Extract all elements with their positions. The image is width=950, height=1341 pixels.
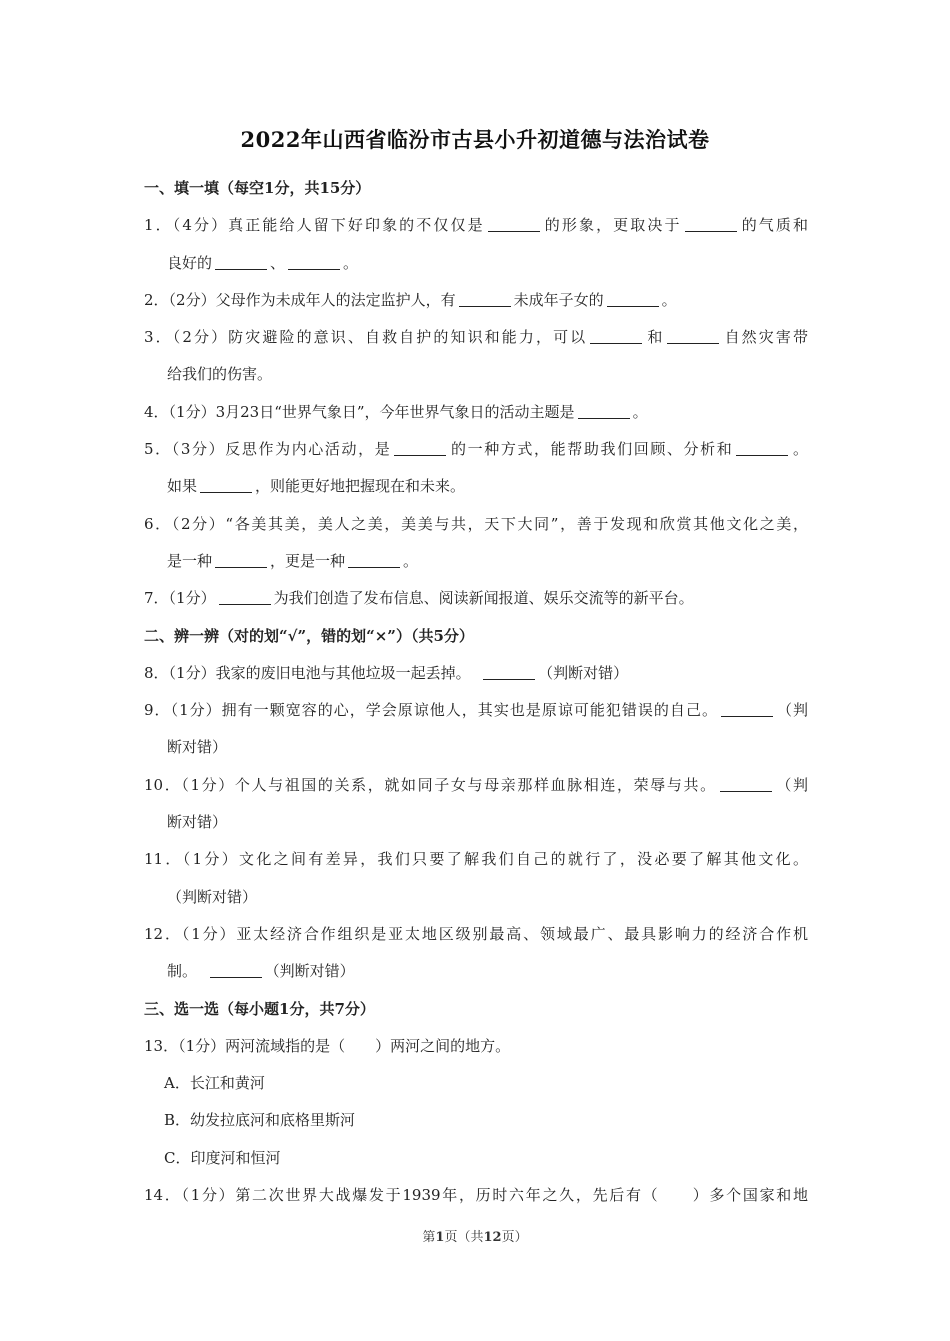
q6-text-a: 是一种 [167,551,213,570]
section-heading-fill-in: 一、填一填（每空1分，共15分） [144,179,371,197]
q4-text-b: 。 [632,402,648,421]
answer-blank[interactable] [720,776,772,792]
section-heading-multiple-choice: 三、选一选（每小题1分，共7分） [144,999,375,1018]
question-11-line-2: （判断对错） [167,887,258,906]
answer-blank[interactable] [215,254,267,270]
section-heading-true-false: 二、辨一辨（对的划“√”，错的划“×”）（共5分） [144,626,474,645]
answer-blank[interactable] [483,664,535,680]
q5-text-b: 的一种方式，能帮助我们回顾、分析和 [449,440,734,459]
answer-blank[interactable] [200,477,252,493]
exam-content [144,170,808,1214]
question-11-line-1: 11．（1分）文化之间有差异，我们只要了解我们自己的就行了，没必要了解其他文化。 [144,850,808,869]
q12-text-a: 制。 [167,962,198,981]
answer-blank[interactable] [667,328,719,344]
q10-text-a: 10．（1分）个人与祖国的关系，就如同子女与母亲那样血脉相连，荣辱与共。 [144,775,717,794]
question-4 [144,394,808,431]
question-3-line-1 [144,319,808,356]
answer-blank[interactable] [288,254,340,270]
q1-text-d: 良好的 [167,253,213,272]
q2-text-b: 未成年子女的 [513,290,604,309]
question-13-option-a[interactable]: A．长江和黄河 [164,1074,265,1093]
question-6-line-1: 6．（2分）“各美其美，美人之美，美美与共，天下大同”，善于发现和欣赏其他文化之美， [144,514,808,533]
q1-text-c: 的气质和 [739,216,808,235]
question-2 [144,282,808,319]
question-5-line-2 [144,468,808,505]
footer-page-number: 1 [435,1230,445,1245]
answer-blank[interactable] [488,216,540,232]
question-13-option-b[interactable]: B．幼发拉底河和底格里斯河 [164,1111,356,1130]
answer-blank[interactable] [736,440,788,456]
footer-text: 第 [422,1230,436,1245]
q7-text-a: 7．（1分） [144,589,216,608]
q6-text-c: 。 [403,551,419,570]
question-12-line-1: 12．（1分）亚太经济合作组织是亚太地区级别最高、领域最广、最具影响力的经济合作机 [144,924,808,943]
question-1-line-1 [144,207,808,244]
question-10-line-1 [144,767,808,804]
q1-text-e: 、 [270,253,286,272]
question-5-line-1 [144,431,808,468]
question-8 [144,655,808,692]
q12-text-b: （判断对错） [264,962,355,981]
q7-text-b: 为我们创造了发布信息、阅读新闻报道、娱乐交流等的新平台。 [273,589,694,608]
q9-text-a: 9．（1分）拥有一颗宽容的心，学会原谅他人，其实也是原谅可能犯错误的自己。 [144,701,718,720]
q5-text-c: 。 [791,440,808,459]
question-6-line-2 [144,543,808,580]
answer-blank[interactable] [685,216,737,232]
question-12-line-2 [144,953,808,990]
footer-total-pages: 12 [483,1230,502,1245]
q4-text-a: 4．（1分）3月23日“世界气象日”，今年世界气象日的活动主题是 [144,402,575,421]
q2-text-c: 。 [661,290,677,309]
q10-text-b: （判 [774,775,808,794]
q1-text-b: 的形象，更取决于 [542,216,682,235]
question-3-line-2: 给我们的伤害。 [167,365,273,384]
q1-text-a: 1．（4分）真正能给人留下好印象的不仅仅是 [144,216,485,235]
q5-text-d: 如果 [167,477,198,496]
question-10-line-2: 断对错） [167,813,228,832]
answer-blank[interactable] [578,403,630,419]
answer-blank[interactable] [721,701,773,717]
question-7 [144,580,808,617]
question-13: 13．（1分）两河流域指的是（ ）两河之间的地方。 [144,1036,511,1055]
answer-blank[interactable] [348,552,400,568]
answer-blank[interactable] [219,589,271,605]
answer-blank[interactable] [394,440,446,456]
footer-text: 页） [501,1230,528,1245]
q8-text-b: （判断对错） [538,663,629,682]
question-9-line-1 [144,692,808,729]
q5-text-a: 5．（3分）反思作为内心活动，是 [144,440,392,459]
q5-text-e: ，则能更好地把握现在和未来。 [255,477,466,496]
question-13-option-c[interactable]: C．印度河和恒河 [164,1148,281,1167]
answer-blank[interactable] [459,291,511,307]
question-14-line-1: 14．（1分）第二次世界大战爆发于1939年，历时六年之久，先后有（ ）多个国家和地 [144,1186,808,1205]
q3-text-b: 和 [645,328,665,347]
q3-text-c: 自然灾害带 [722,328,808,347]
page-title: 2022年山西省临汾市古县小升初道德与法治试卷 [240,127,710,152]
footer-text: 页（共 [444,1230,484,1245]
answer-blank[interactable] [607,291,659,307]
question-9-line-2: 断对错） [167,738,228,757]
answer-blank[interactable] [590,328,642,344]
answer-blank[interactable] [210,962,262,978]
page-footer [0,1226,950,1245]
q2-text-a: 2．（2分）父母作为未成年人的法定监护人，有 [144,290,456,309]
q1-text-f: 。 [343,253,359,272]
q8-text-a: 8．（1分）我家的废旧电池与其他垃圾一起丢掉。 [144,663,471,682]
q9-text-b: （判 [775,701,808,720]
q3-text-a: 3．（2分）防灾避险的意识、自救自护的知识和能力，可以 [144,328,588,347]
question-1-line-2 [144,245,808,282]
q6-text-b: ，更是一种 [270,551,346,570]
answer-blank[interactable] [215,552,267,568]
